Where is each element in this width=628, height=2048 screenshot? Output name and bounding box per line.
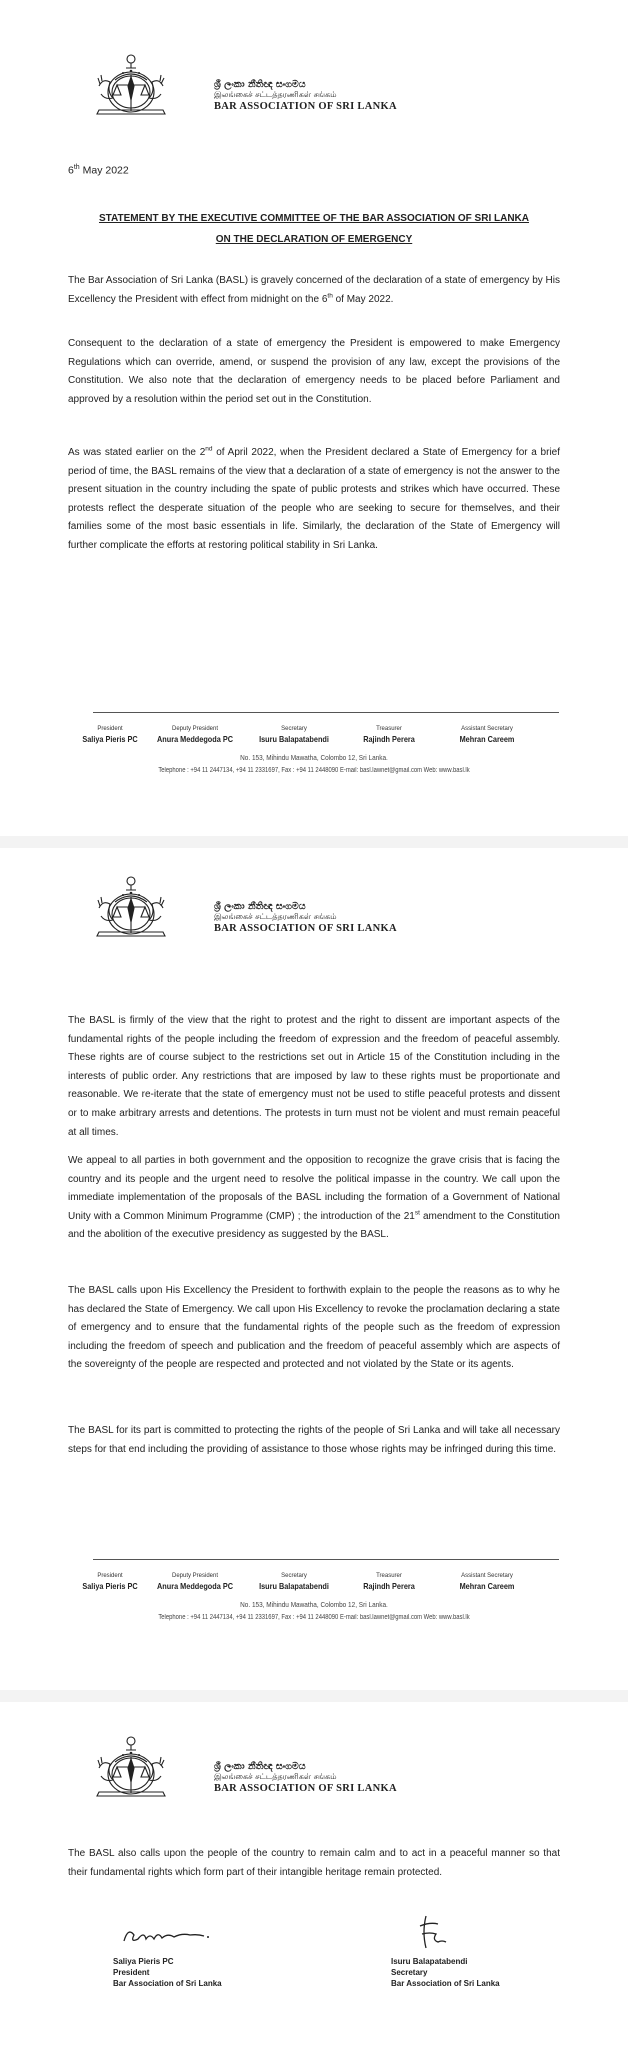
letterhead-tamil: இலங்கைச் சட்டத்தரணிகள் சங்கம் bbox=[214, 912, 337, 921]
footer-officer bbox=[455, 1572, 519, 1592]
letterhead-sinhala: ශ්‍රී ලංකා නීතිඥ සංගමය bbox=[214, 901, 306, 912]
officer-name: Saliya Pieris PC bbox=[82, 1581, 138, 1591]
letterhead-english: BAR ASSOCIATION OF SRI LANKA bbox=[214, 1783, 397, 1794]
footer-address: No. 153, Mihindu Mawatha, Colombo 12, Sri Lanka. bbox=[240, 753, 388, 762]
statement-date: 6th May 2022 bbox=[68, 164, 129, 177]
footer-officer bbox=[151, 1572, 239, 1592]
letterhead-tamil: இலங்கைச் சட்டத்தரணிகள் சங்கம் bbox=[214, 1772, 337, 1781]
letterhead-tamil: இலங்கைச் சட்டத்தரணிகள் சங்கம் bbox=[214, 90, 337, 99]
officer-role: Treasurer bbox=[376, 1573, 402, 1579]
paragraph: The Bar Association of Sri Lanka (BASL) is gravely concerned of the declaration of a state of emergency by His Excellency the President with effect from midnight on the 6th of May 2022. bbox=[68, 275, 560, 305]
footer-officer bbox=[359, 725, 419, 745]
letterhead-sinhala: ශ්‍රී ලංකා නීතිඥ සංගමය bbox=[214, 1761, 306, 1772]
signatory-title: Secretary bbox=[391, 1968, 428, 1977]
footer-officer bbox=[455, 725, 519, 745]
letterhead bbox=[95, 870, 455, 950]
officer-name: Mehran Careem bbox=[459, 1581, 515, 1591]
officer-role: Secretary bbox=[281, 1573, 307, 1579]
page-3 bbox=[0, 1702, 628, 2048]
officer-role: Deputy President bbox=[171, 1573, 219, 1579]
letter-footer bbox=[0, 1559, 628, 1669]
signatory-org: Bar Association of Sri Lanka bbox=[113, 1979, 222, 1988]
signatory-president bbox=[113, 1956, 222, 1989]
footer-address: No. 153, Mihindu Mawatha, Colombo 12, Sri Lanka. bbox=[240, 1600, 388, 1609]
footer-rule bbox=[93, 1559, 559, 1560]
paragraph: The BASL also calls upon the people of the country to remain calm and to act in a peaceful manner so that their fundamental rights which form part of their intangible heritage remain protected. bbox=[68, 1848, 560, 1878]
paragraph: The BASL is firmly of the view that the right to protest and the right to dissent are important aspects of the fundamental rights of the people including the freedom of expression and the freedom of peaceful assembly. These rights are of course subject to the restrictions set out in Article 15 of the Constitution including in the interests of public order. Any restrictions that are imposed by law to these rights must be proportionate and reasonable. We re-iterate that the state of emergency must not be used to stifle peaceful protests and dissent or to make arbitrary arrests and detentions. The protests in turn must not be violent and must remain peaceful at all times. bbox=[68, 1015, 560, 1138]
basl-seal-logo bbox=[95, 48, 179, 128]
letter-footer bbox=[0, 712, 628, 822]
signatory-org: Bar Association of Sri Lanka bbox=[391, 1979, 500, 1988]
officer-role: Secretary bbox=[281, 726, 307, 732]
officer-role: Deputy President bbox=[171, 726, 219, 732]
basl-seal-logo bbox=[95, 870, 179, 950]
officer-role: President bbox=[97, 1573, 123, 1579]
paragraph: The BASL for its part is committed to protecting the rights of the people of Sri Lanka and will take all necessary steps for that end including the providing of assistance to those whose rights may be infringed during this time. bbox=[68, 1425, 560, 1455]
signatory-secretary bbox=[391, 1956, 500, 1989]
officer-name: Saliya Pieris PC bbox=[82, 734, 138, 744]
letterhead bbox=[95, 48, 455, 128]
officer-name: Anura Meddegoda PC bbox=[157, 1581, 233, 1591]
letterhead bbox=[95, 1730, 455, 1810]
officer-name: Rajindh Perera bbox=[363, 1581, 415, 1591]
letterhead-sinhala: ශ්‍රී ලංකා නීතිඥ සංගමය bbox=[214, 79, 306, 90]
title-line-1: STATEMENT BY THE EXECUTIVE COMMITTEE OF THE BAR ASSOCIATION OF SRI LANKA bbox=[98, 213, 529, 224]
footer-officer bbox=[78, 1572, 142, 1592]
officer-role: President bbox=[97, 726, 123, 732]
paragraph: We appeal to all parties in both government and the opposition to recognize the grave crisis that is facing the country and its people and the urgent need to resolve the political impasse in the country. We call upon the immediate implementation of the proposals of the BASL including the formation of a Government of National Unity with a Common Minimum Programme (CMP) ; the introduction of the 21st amendment to the Constitution and the abolition of the executive presidency as suggested by the BASL. bbox=[68, 1155, 560, 1241]
president-signature bbox=[118, 1921, 214, 1949]
footer-officer bbox=[151, 725, 239, 745]
letterhead-english: BAR ASSOCIATION OF SRI LANKA bbox=[214, 923, 397, 934]
officer-name: Anura Meddegoda PC bbox=[157, 734, 233, 744]
page-1 bbox=[0, 0, 628, 836]
paragraph: As was stated earlier on the 2nd of April 2022, when the President declared a State of Emergency for a brief period of time, the BASL remains of the view that a declaration of a state of emergency is not the answer to the present situation in the country including the spate of public protests and strikes which have occurred. These protests reflect the desperate situation of the people who are seeking to secure for themselves, and their families some of the most basic essentials in life. Similarly, the declaration of the State of Emergency will further complicate the efforts at restoring political stability in Sri Lanka. bbox=[68, 445, 561, 551]
officer-name: Mehran Careem bbox=[459, 734, 515, 744]
footer-officer bbox=[253, 1572, 334, 1592]
footer-contact: Telephone : +94 11 2447134, +94 11 2331697, Fax : +94 11 2448090 E-mail: basl.lawnet@gmail.com Web: www.basl.lk bbox=[158, 1614, 470, 1621]
basl-seal-logo bbox=[95, 1730, 179, 1810]
letterhead-english: BAR ASSOCIATION OF SRI LANKA bbox=[214, 101, 397, 112]
signatory-name: Saliya Pieris PC bbox=[113, 1957, 174, 1966]
officer-name: Isuru Balapatabendi bbox=[259, 734, 329, 744]
officer-name: Isuru Balapatabendi bbox=[259, 1581, 329, 1591]
officer-role: Assistant Secretary bbox=[461, 726, 513, 732]
statement-title bbox=[68, 208, 560, 250]
officer-role: Assistant Secretary bbox=[461, 1573, 513, 1579]
paragraph: The BASL calls upon His Excellency the President to forthwith explain to the people the reasons as to why he has declared the State of Emergency. We call upon His Excellency to revoke the proclamation declaring a state of emergency and to ensure that the fundamental rights of the people such as the freedom of expression including the freedom of speech and publication and the freedom of peaceful assembly which are aspects of the sovereignty of the people are respected and protected and not violated by the State or its agents. bbox=[68, 1285, 560, 1371]
secretary-signature bbox=[412, 1912, 462, 1952]
page-2 bbox=[0, 848, 628, 1690]
signatory-name: Isuru Balapatabendi bbox=[391, 1957, 468, 1966]
officer-name: Rajindh Perera bbox=[363, 734, 415, 744]
footer-officer bbox=[78, 725, 142, 745]
officer-role: Treasurer bbox=[376, 726, 402, 732]
footer-rule bbox=[93, 712, 559, 713]
footer-officer bbox=[253, 725, 334, 745]
footer-officer bbox=[359, 1572, 419, 1592]
paragraph: Consequent to the declaration of a state of emergency the President is empowered to make Emergency Regulations which can override, amend, or suspend the provision of any law, except the provisions of the Constitution. We also note that the declaration of emergency needs to be placed before Parliament and approved by a resolution within the period set out in the Constitution. bbox=[68, 338, 560, 405]
footer-contact: Telephone : +94 11 2447134, +94 11 2331697, Fax : +94 11 2448090 E-mail: basl.lawnet@gmail.com Web: www.basl.lk bbox=[158, 767, 470, 774]
title-line-2: ON THE DECLARATION OF EMERGENCY bbox=[215, 234, 413, 245]
signatory-title: President bbox=[113, 1968, 150, 1977]
